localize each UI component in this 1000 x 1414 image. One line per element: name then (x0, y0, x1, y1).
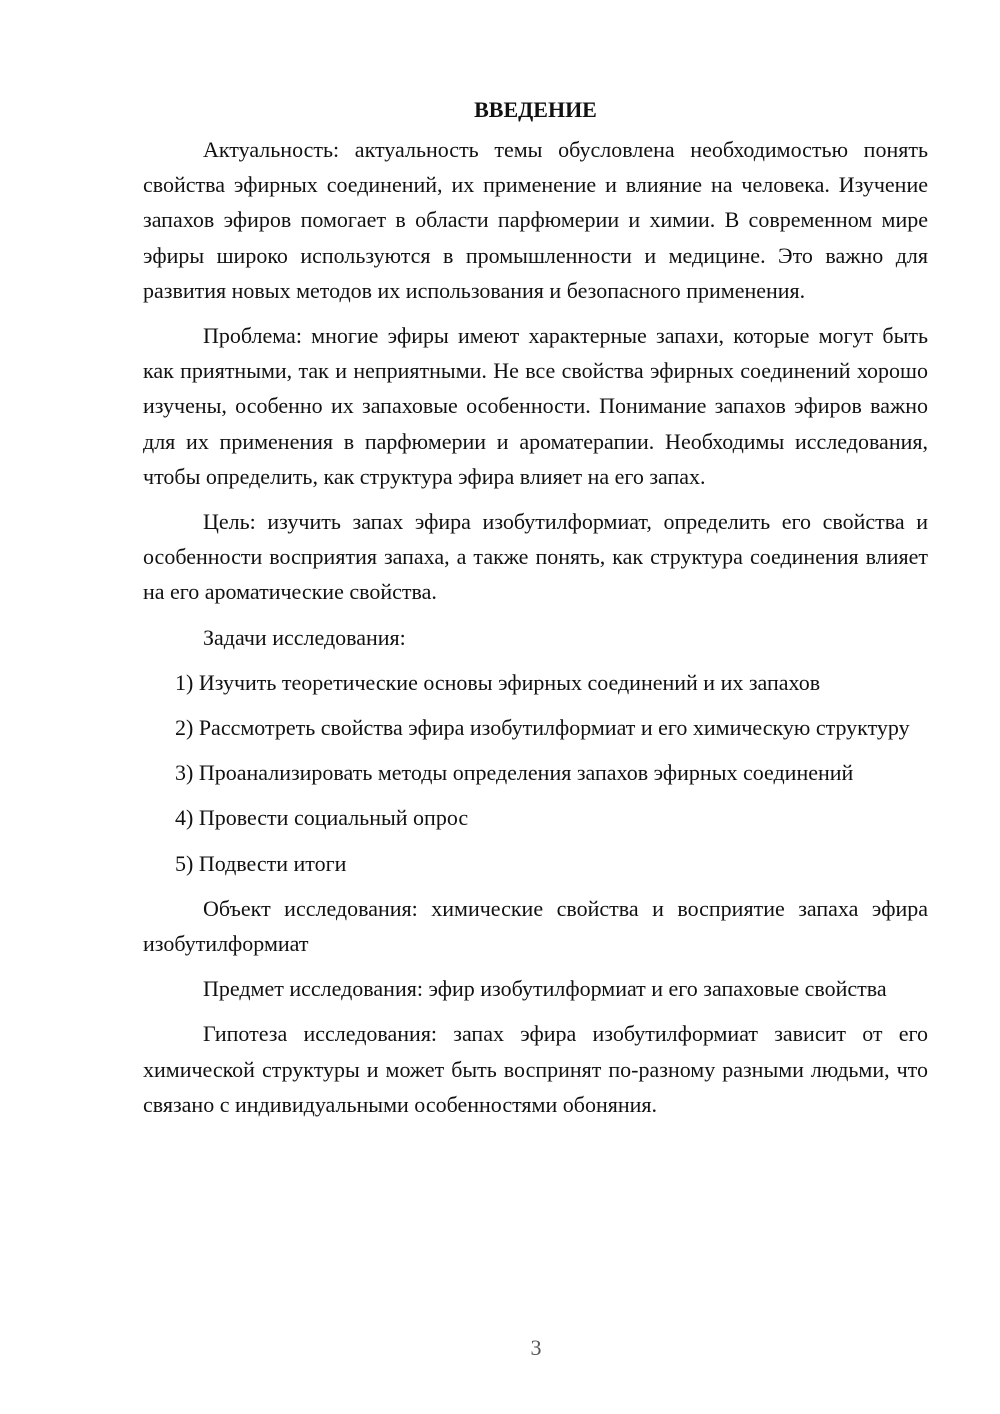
task-item-4: 4) Провести социальный опрос (175, 805, 469, 831)
paragraph-subject: Предмет исследования: эфир изобутилформиат и его запаховые свойства (203, 976, 887, 1002)
paragraph-goal: Цель: изучить запах эфира изобутилформиат, определить его свойства и особенности восприятия запаха, а также понять, как структура соединения влияет на его ароматические свойства. (143, 509, 928, 605)
document-page (143, 92, 928, 1132)
task-item-1: 1) Изучить теоретические основы эфирных соединений и их запахов (175, 669, 821, 695)
task-item-5: 5) Подвести итоги (175, 850, 347, 876)
task-item-3: 3) Проанализировать методы определения запахов эфирных соединений (175, 760, 854, 786)
paragraph-relevance: Актуальность: актуальность темы обусловлена необходимостью понять свойства эфирных соединений, их применение и влияние на человека. Изучение запахов эфиров помогает в области парфюмерии и химии. В современном мире эфиры широко используются в промышленности и медицине. Это важно для развития новых методов их использования и безопасного применения. (143, 137, 928, 303)
paragraph-object: Объект исследования: химические свойства и восприятие запаха эфира изобутилформиат (143, 895, 928, 957)
task-item-2: 2) Рассмотреть свойства эфира изобутилформиат и его химическую структуру (175, 715, 910, 741)
page-number: 3 (530, 1335, 542, 1360)
section-title: ВВЕДЕНИЕ (474, 97, 597, 122)
paragraph-tasks-heading: Задачи исследования: (203, 624, 406, 650)
paragraph-problem: Проблема: многие эфиры имеют характерные запахи, которые могут быть как приятными, так и неприятными. Не все свойства эфирных соединений хорошо изучены, особенно их запаховые особенности. Понимание запахов эфиров важно для их применения в парфюмерии и ароматерапии. Необходимы исследования, чтобы определить, как структура эфира влияет на его запах. (143, 323, 928, 489)
paragraph-hypothesis: Гипотеза исследования: запах эфира изобутилформиат зависит от его химической структуры и может быть воспринят по-разному разными людьми, что связано с индивидуальными особенностями обоняния. (143, 1021, 928, 1117)
